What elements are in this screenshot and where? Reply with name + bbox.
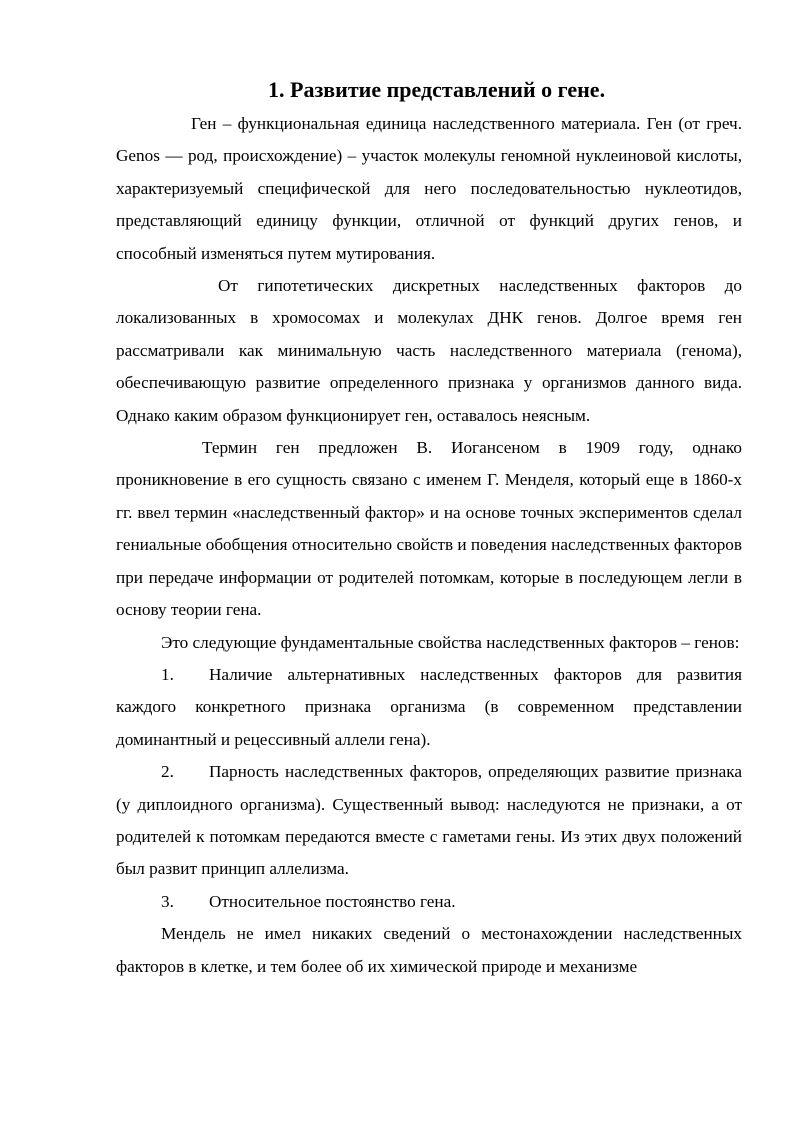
paragraph-gene-definition: Ген – функциональная единица наследственного материала. Ген (от греч. Genos — род, происхождение) – участок молекулы геномной нуклеиновой кислоты, характеризуемый специфической для него последовательностью нуклеотидов, представляющий единицу функции, отличной от функций других генов, и способный изменяться путем мутирования. xyxy=(116,114,742,263)
list-item-text: Наличие альтернативных наследственных факторов для развития каждого конкретного признака организма (в современном представлении доминантный и рецессивный аллели гена). xyxy=(116,664,742,749)
section-title: 1. Развитие представлений о гене. xyxy=(268,77,606,102)
list-item xyxy=(116,659,742,756)
paragraph-closing: Мендель не имел никаких сведений о местонахождении наследственных факторов в клетке, и тем более об их химической природе и механизме xyxy=(116,924,742,976)
paragraph-gene-history: От гипотетических дискретных наследственных факторов до локализованных в хромосомах и молекулах ДНК генов. Долгое время ген рассматривали как минимальную часть наследственного материала (генома), обеспечивающую развитие определенного признака у организмов данного вида. Однако каким образом функционирует ген, оставалось неясным. xyxy=(116,276,742,425)
list-item xyxy=(116,756,742,886)
list-item-text: Относительное постоянство гена. xyxy=(209,891,456,911)
list-item-number: 3. xyxy=(161,891,174,911)
list-item-number: 2. xyxy=(161,762,174,782)
list-item-text: Парность наследственных факторов, определяющих развитие признака (у диплоидного организма). Существенный вывод: наследуются не признаки, а от родителей к потомкам передаются вместе с гаметами гены. Из этих двух положений был развит принцип аллелизма. xyxy=(116,762,742,879)
document-page xyxy=(116,74,742,983)
list-item xyxy=(116,886,742,918)
paragraph-mendel: Термин ген предложен В. Иогансеном в 1909 году, однако проникновение в его сущность связано с именем Г. Менделя, который еще в 1860-х гг. ввел термин «наследственный фактор» и на основе точных экспериментов сделал гениальные обобщения относительно свойств и поведения наследственных факторов при передаче информации от родителей потомкам, которые в последующем легли в основу теории гена. xyxy=(116,438,742,620)
list-item-number: 1. xyxy=(161,664,174,684)
paragraph-list-intro: Это следующие фундаментальные свойства наследственных факторов – генов: xyxy=(161,632,740,652)
